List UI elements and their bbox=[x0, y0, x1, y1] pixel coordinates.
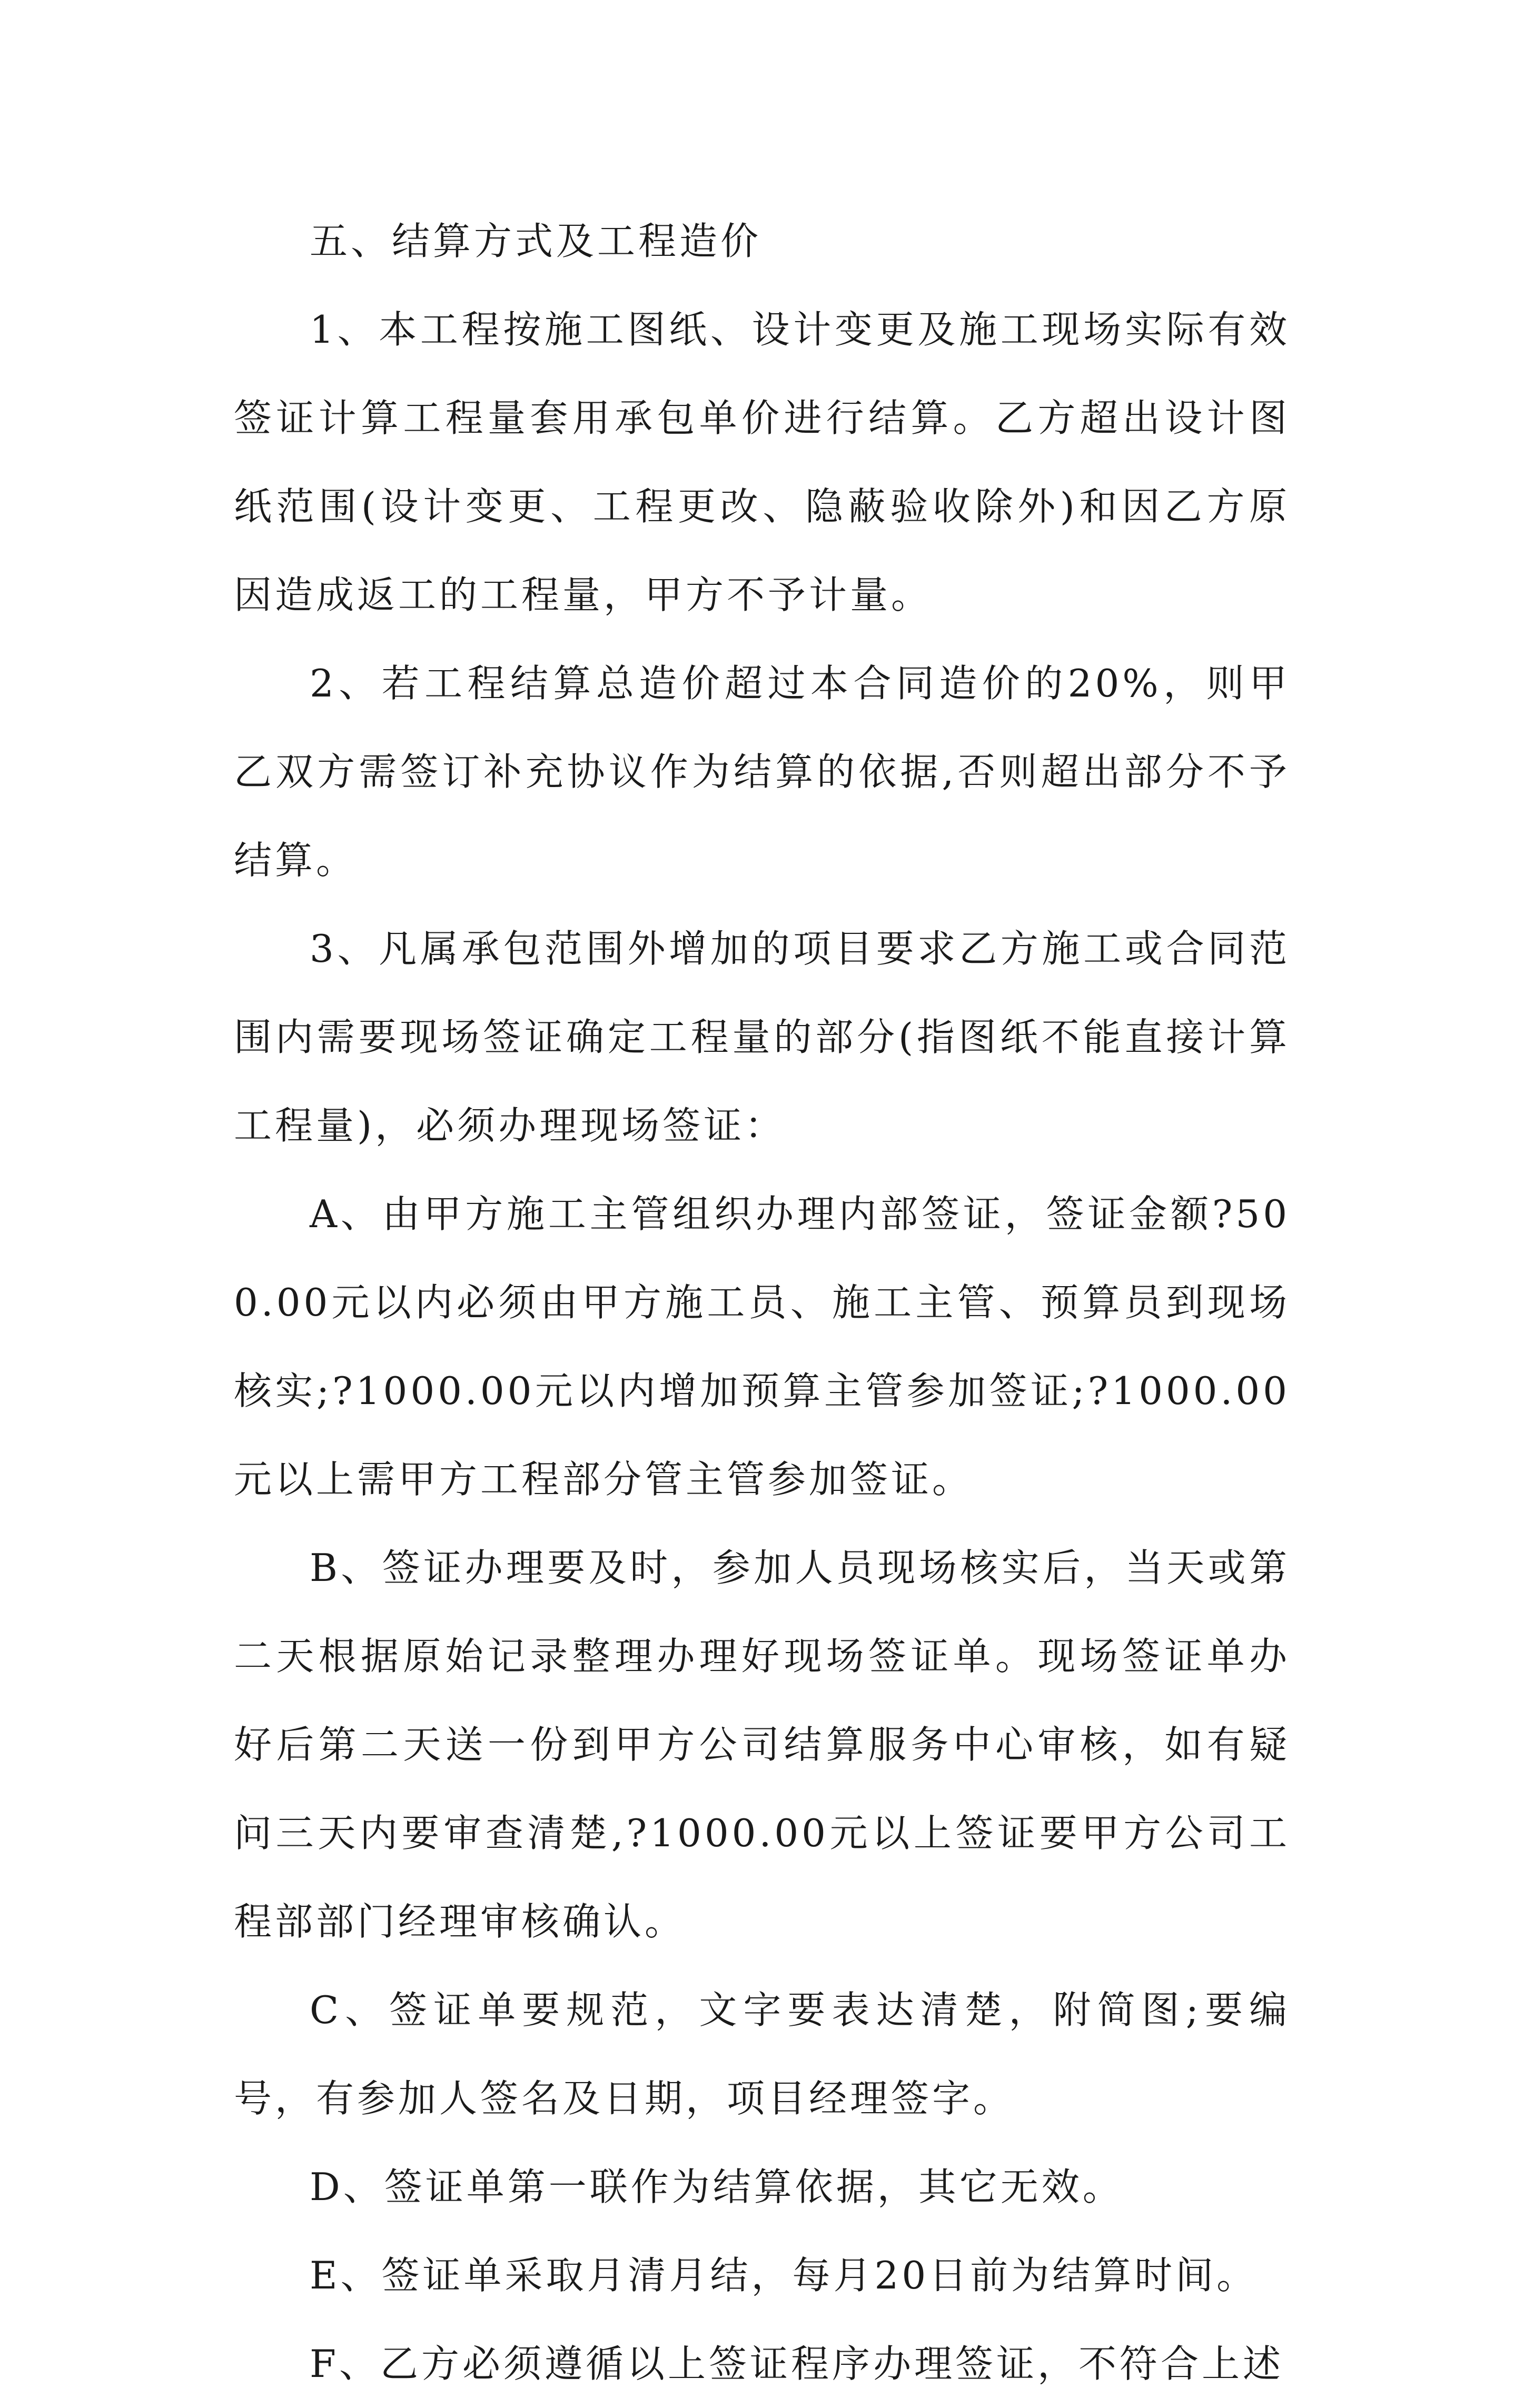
clause-3-item-b: B、签证办理要及时，参加人员现场核实后，当天或第二天根据原始记录整理办理好现场签证单。现场签证单办好后第二天送一份到甲方公司结算服务中心审核，如有疑问三天内要审查清楚,?1000.00元以上签证要甲方公司工程部部门经理审核确认。 bbox=[234, 1546, 1290, 1944]
section-heading: 五、结算方式及工程造价 bbox=[310, 219, 762, 263]
clause-2: 2、若工程结算总造价超过本合同造价的20%，则甲乙双方需签订补充协议作为结算的依据,否则超出部分不予结算。 bbox=[234, 661, 1290, 882]
clause-1: 1、本工程按施工图纸、设计变更及施工现场实际有效签证计算工程量套用承包单价进行结算。乙方超出设计图纸范围(设计变更、工程更改、隐蔽验收除外)和因乙方原因造成返工的工程量，甲方不予计量。 bbox=[234, 307, 1290, 617]
clause-3: 3、凡属承包范围外增加的项目要求乙方施工或合同范围内需要现场签证确定工程量的部分(指图纸不能直接计算工程量)，必须办理现场签证： bbox=[234, 927, 1290, 1148]
clause-3-item-e: E、签证单采取月清月结，每月20日前为结算时间。 bbox=[310, 2253, 1258, 2297]
clause-3-item-d: D、签证单第一联作为结算依据，其它无效。 bbox=[310, 2165, 1124, 2209]
clause-3-item-f: F、乙方必须遵循以上签证程序办理签证，不符合上述 bbox=[310, 2342, 1284, 2386]
clause-3-item-c: C、签证单要规范，文字要表达清楚，附简图;要编号，有参加人签名及日期，项目经理签字。 bbox=[234, 1988, 1290, 2121]
document-body bbox=[234, 197, 1290, 2408]
clause-3-item-a: A、由甲方施工主管组织办理内部签证，签证金额?500.00元以内必须由甲方施工员、施工主管、预算员到现场核实;?1000.00元以内增加预算主管参加签证;?1000.00元以上需甲方工程部分管主管参加签证。 bbox=[234, 1192, 1290, 1501]
